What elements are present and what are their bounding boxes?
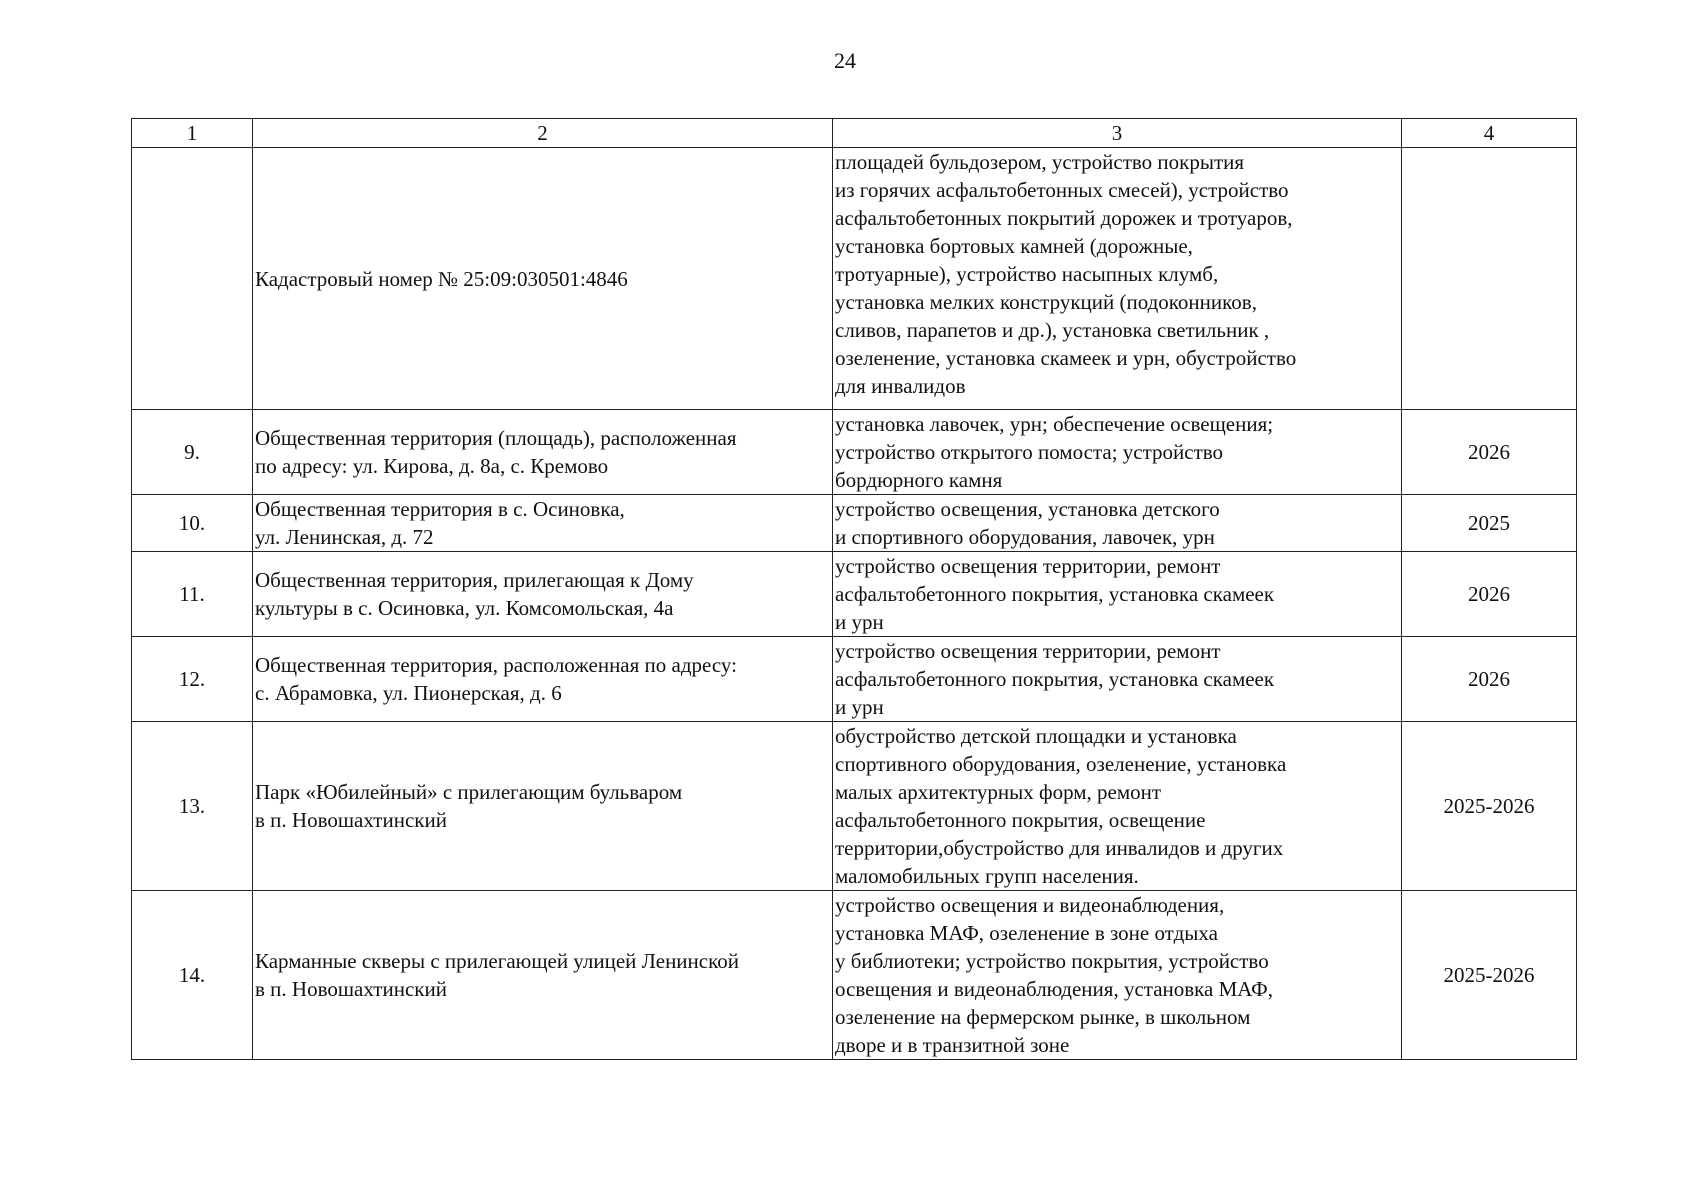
table-header-row <box>132 119 1577 148</box>
works-line: установка МАФ, озеленение в зоне отдыха <box>835 921 1218 945</box>
object-line: в п. Новошахтинский <box>255 808 447 832</box>
table-row <box>132 410 1577 495</box>
column-header-3: 3 <box>833 119 1402 148</box>
works-cell <box>833 495 1402 552</box>
works-line: асфальтобетонного покрытия, освещение <box>835 808 1206 832</box>
works-cell <box>833 410 1402 495</box>
works-line: асфальтобетонного покрытия, установка скамеек <box>835 667 1275 691</box>
object-cell <box>253 891 833 1060</box>
object-line: Парк «Юбилейный» с прилегающим бульваром <box>255 780 683 804</box>
object-cell <box>253 495 833 552</box>
table-row <box>132 637 1577 722</box>
works-line: установка мелких конструкций (подоконников, <box>835 290 1257 314</box>
page-number: 24 <box>834 48 856 73</box>
object-line: Кадастровый номер № 25:09:030501:4846 <box>255 266 628 291</box>
row-number-cell: 13. <box>132 722 253 891</box>
object-cell <box>253 722 833 891</box>
works-line: и урн <box>835 610 884 634</box>
row-number-cell <box>132 148 253 410</box>
works-line: тротуарные), устройство насыпных клумб, <box>835 262 1219 286</box>
works-line: установка лавочек, урн; обеспечение освещения; <box>835 412 1274 436</box>
object-cell <box>253 148 833 410</box>
year-cell: 2026 <box>1402 410 1577 495</box>
works-cell <box>833 637 1402 722</box>
row-number-cell: 10. <box>132 495 253 552</box>
object-line: ул. Ленинская, д. 72 <box>255 525 434 549</box>
object-cell <box>253 410 833 495</box>
works-line: сливов, парапетов и др.), установка светильник , <box>835 318 1270 342</box>
works-line: дворе и в транзитной зоне <box>835 1033 1070 1057</box>
column-header-4: 4 <box>1402 119 1577 148</box>
table-row <box>132 495 1577 552</box>
works-line: устройство открытого помоста; устройство <box>835 440 1224 464</box>
works-line: асфальтобетонных покрытий дорожек и тротуаров, <box>835 206 1293 230</box>
works-cell <box>833 552 1402 637</box>
object-line: культуры в с. Осиновка, ул. Комсомольская, 4а <box>255 596 674 620</box>
year-cell: 2025-2026 <box>1402 722 1577 891</box>
works-line: из горячих асфальтобетонных смесей), устройство <box>835 178 1289 202</box>
works-line: асфальтобетонного покрытия, установка скамеек <box>835 582 1275 606</box>
works-line: устройство освещения и видеонаблюдения, <box>835 893 1225 917</box>
row-number-cell: 12. <box>132 637 253 722</box>
year-cell <box>1402 148 1577 410</box>
column-header-1: 1 <box>132 119 253 148</box>
works-line: у библиотеки; устройство покрытия, устройство <box>835 949 1269 973</box>
works-line: обустройство детской площадки и установка <box>835 724 1237 748</box>
works-line: освещения и видеонаблюдения, установка МАФ, <box>835 977 1273 1001</box>
works-cell <box>833 148 1402 410</box>
object-line: Общественная территория в с. Осиновка, <box>255 497 625 521</box>
object-line: Карманные скверы с прилегающей улицей Ленинской <box>255 949 739 973</box>
object-cell <box>253 552 833 637</box>
works-line: озеленение на фермерском рынке, в школьном <box>835 1005 1251 1029</box>
works-line: для инвалидов <box>835 374 966 398</box>
object-line: по адресу: ул. Кирова, д. 8а, с. Кремово <box>255 454 609 478</box>
row-number-cell: 9. <box>132 410 253 495</box>
object-line: Общественная территория (площадь), расположенная <box>255 426 737 450</box>
works-line: маломобильных групп населения. <box>835 864 1139 888</box>
works-line: устройство освещения территории, ремонт <box>835 639 1221 663</box>
year-cell: 2025-2026 <box>1402 891 1577 1060</box>
works-line: устройство освещения территории, ремонт <box>835 554 1221 578</box>
works-line: спортивного оборудования, озеленение, установка <box>835 752 1287 776</box>
table-row <box>132 552 1577 637</box>
object-line: с. Абрамовка, ул. Пионерская, д. 6 <box>255 681 562 705</box>
year-cell: 2026 <box>1402 552 1577 637</box>
works-cell <box>833 722 1402 891</box>
works-line: установка бортовых камней (дорожные, <box>835 234 1193 258</box>
works-line: и урн <box>835 695 884 719</box>
table-row <box>132 148 1577 410</box>
object-cell <box>253 637 833 722</box>
object-line: Общественная территория, расположенная по адресу: <box>255 653 737 677</box>
object-line: Общественная территория, прилегающая к Дому <box>255 568 694 592</box>
works-line: озеленение, установка скамеек и урн, обустройство <box>835 346 1297 370</box>
works-line: территории,обустройство для инвалидов и других <box>835 836 1284 860</box>
works-line: площадей бульдозером, устройство покрытия <box>835 150 1245 174</box>
works-cell <box>833 891 1402 1060</box>
row-number-cell: 11. <box>132 552 253 637</box>
table-body <box>132 148 1577 1060</box>
year-cell: 2025 <box>1402 495 1577 552</box>
row-number-cell: 14. <box>132 891 253 1060</box>
works-line: малых архитектурных форм, ремонт <box>835 780 1162 804</box>
year-cell: 2026 <box>1402 637 1577 722</box>
works-line: и спортивного оборудования, лавочек, урн <box>835 525 1215 549</box>
table-row <box>132 891 1577 1060</box>
works-line: бордюрного камня <box>835 468 1003 492</box>
column-header-2: 2 <box>253 119 833 148</box>
object-line: в п. Новошахтинский <box>255 977 447 1001</box>
improvement-table <box>131 118 1577 1060</box>
works-line: устройство освещения, установка детского <box>835 497 1220 521</box>
table-row <box>132 722 1577 891</box>
